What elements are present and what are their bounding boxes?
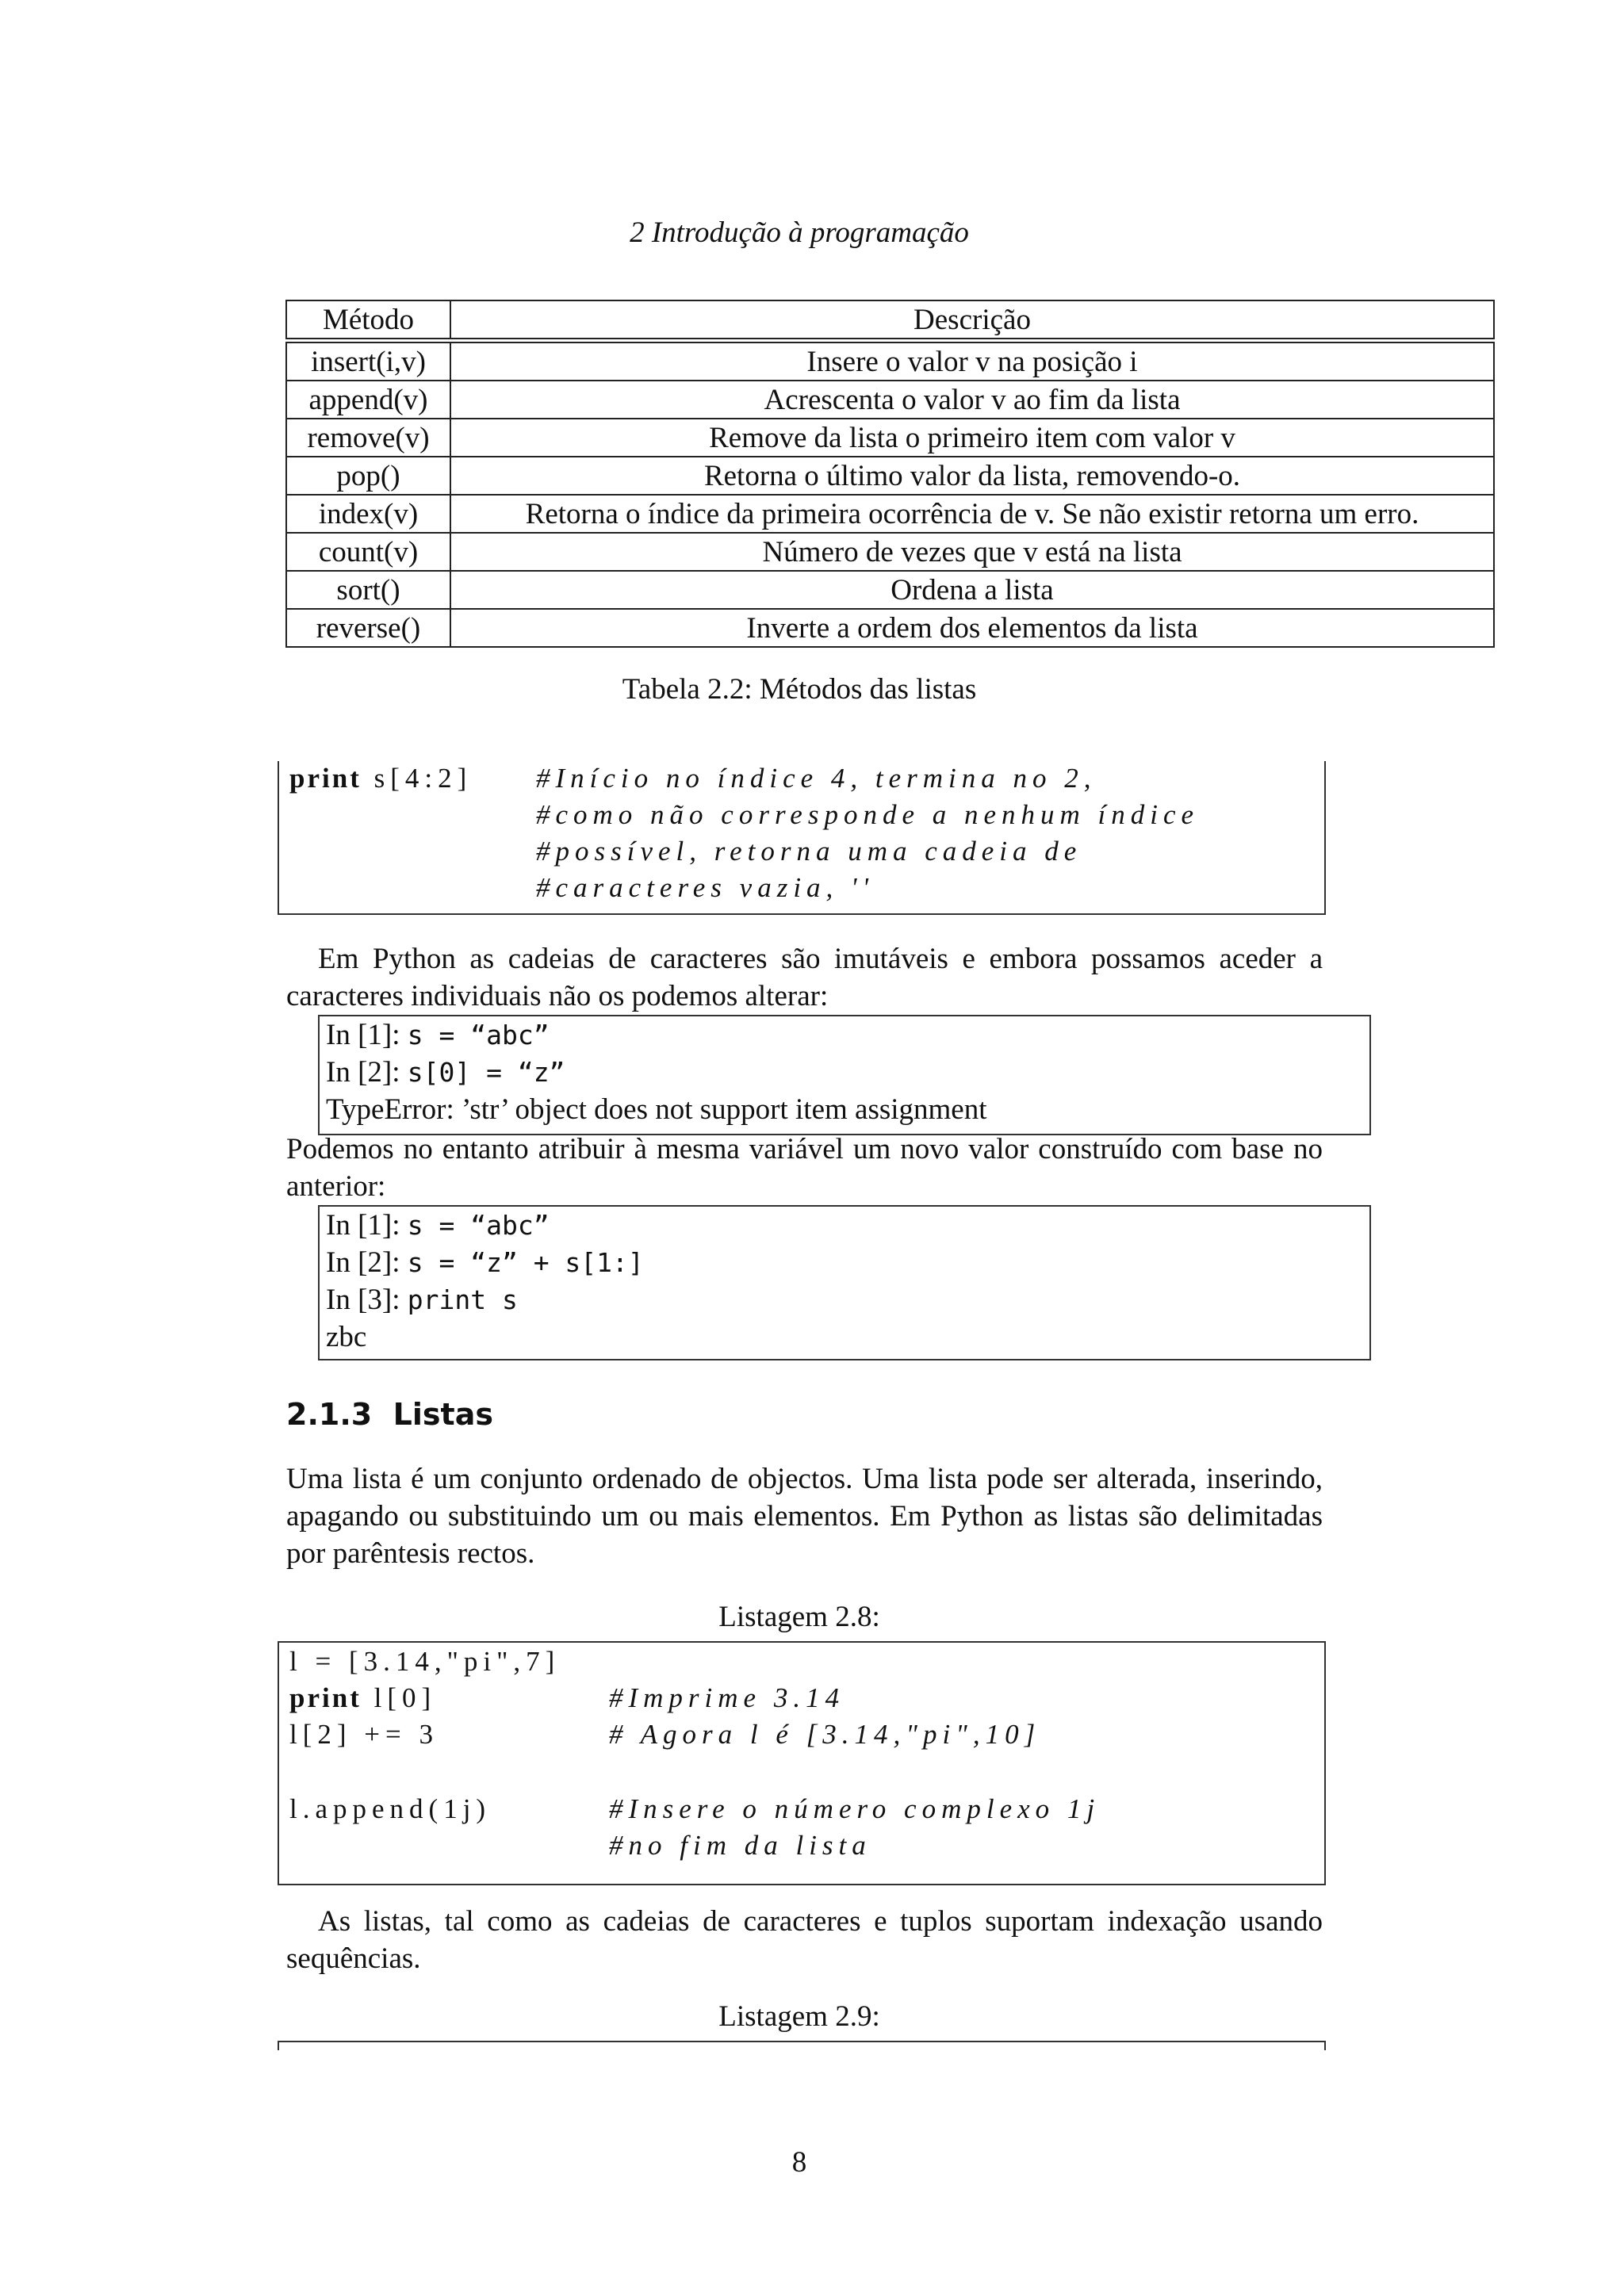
code-text: l[0] <box>373 1682 437 1713</box>
table-row <box>286 495 1494 533</box>
table-row <box>286 609 1494 647</box>
code-keyword: print <box>289 1682 362 1713</box>
ipython-session-1 <box>318 1015 1371 1135</box>
methods-table <box>285 300 1495 648</box>
session-line <box>326 1281 1369 1318</box>
code-text: l[2] += 3 <box>289 1719 439 1750</box>
description-cell: Número de vezes que v está na lista <box>450 533 1494 571</box>
code-comment: #no fim da lista <box>609 1830 871 1861</box>
method-cell: append(v) <box>286 381 450 419</box>
code-comment: #caracteres vazia, '' <box>536 872 875 903</box>
code-text: s[4:2] <box>373 763 473 794</box>
session-output: TypeError: ’str’ object does not support item assignment <box>326 1093 987 1126</box>
description-cell: Retorna o último valor da lista, removendo-o. <box>450 457 1494 495</box>
code-comment: # Agora l é [3.14,"pi",10] <box>609 1719 1041 1750</box>
paragraph-immutable: Em Python as cadeias de caracteres são imutáveis e embora possamos aceder a caracteres individuais não os podemos alterar: <box>286 943 1323 1012</box>
session-code: s = “abc” <box>407 1020 550 1050</box>
description-cell: Insere o valor v na posição i <box>450 341 1494 381</box>
session-code: s = “abc” <box>407 1210 550 1241</box>
code-comment: #Insere o número complexo 1j <box>609 1793 1101 1824</box>
listing-caption-2-8: Listagem 2.8: <box>718 1601 880 1633</box>
code-line <box>289 763 472 794</box>
method-cell: insert(i,v) <box>286 341 450 381</box>
code-comment: #Início no índice 4, termina no 2, <box>536 763 1097 794</box>
code-keyword: print <box>289 763 362 794</box>
paragraph-indexing: As listas, tal como as cadeias de caracteres e tuplos suportam indexação usando sequências. <box>286 1905 1323 1975</box>
session-prompt: In [2]: <box>326 1056 400 1089</box>
table-row <box>286 381 1494 419</box>
section-number: 2.1.3 <box>286 1397 373 1432</box>
code-comment: #Imprime 3.14 <box>609 1682 845 1713</box>
method-cell: index(v) <box>286 495 450 533</box>
method-cell: sort() <box>286 571 450 609</box>
listing-2-9-box-top <box>278 2041 1326 2050</box>
session-prompt: In [1]: <box>326 1019 400 1051</box>
table-header-method: Método <box>286 300 450 341</box>
table-caption: Tabela 2.2: Métodos das listas <box>622 673 977 706</box>
session-line <box>326 1054 1369 1091</box>
session-prompt: In [2]: <box>326 1246 400 1279</box>
page-number: 8 <box>791 2146 807 2179</box>
table-row <box>286 533 1494 571</box>
session-prompt: In [1]: <box>326 1209 400 1242</box>
session-code: s = “z” + s[1:] <box>407 1247 644 1278</box>
session-line <box>326 1016 1369 1054</box>
session-line <box>326 1207 1369 1244</box>
section-heading <box>286 1397 493 1432</box>
method-cell: pop() <box>286 457 450 495</box>
method-cell: reverse() <box>286 609 450 647</box>
section-title: Listas <box>393 1397 493 1432</box>
table-header-description: Descrição <box>450 300 1494 341</box>
code-text: l.append(1j) <box>289 1793 492 1824</box>
description-cell: Acrescenta o valor v ao fim da lista <box>450 381 1494 419</box>
session-line <box>326 1244 1369 1281</box>
paragraph-reassign: Podemos no entanto atribuir à mesma variável um novo valor construído com base no anterior: <box>286 1133 1323 1203</box>
code-comment: #possível, retorna uma cadeia de <box>536 836 1082 867</box>
description-cell: Retorna o índice da primeira ocorrência de v. Se não existir retorna um erro. <box>450 495 1494 533</box>
method-cell: count(v) <box>286 533 450 571</box>
running-header: 2 Introdução à programação <box>630 216 969 249</box>
table-header-row <box>286 300 1494 341</box>
table-row <box>286 341 1494 381</box>
description-cell: Remove da lista o primeiro item com valor v <box>450 419 1494 457</box>
description-cell: Ordena a lista <box>450 571 1494 609</box>
code-comment: #como não corresponde a nenhum índice <box>536 799 1200 830</box>
session-code: print s <box>407 1284 518 1315</box>
table-row <box>286 571 1494 609</box>
code-text: l = [3.14,"pi",7] <box>289 1646 561 1677</box>
table-row <box>286 457 1494 495</box>
session-code: s[0] = “z” <box>407 1057 565 1088</box>
code-line <box>289 1682 436 1714</box>
ipython-session-2 <box>318 1205 1371 1360</box>
description-cell: Inverte a ordem dos elementos da lista <box>450 609 1494 647</box>
listing-caption-2-9: Listagem 2.9: <box>718 2000 880 2033</box>
session-prompt: In [3]: <box>326 1284 400 1316</box>
table-row <box>286 419 1494 457</box>
method-cell: remove(v) <box>286 419 450 457</box>
session-output: zbc <box>326 1321 367 1353</box>
paragraph-lists: Uma lista é um conjunto ordenado de objectos. Uma lista pode ser alterada, inserindo, apagando ou substituindo um ou mais elementos. Em Python as listas são delimitadas por parêntesis rectos. <box>286 1463 1323 1570</box>
